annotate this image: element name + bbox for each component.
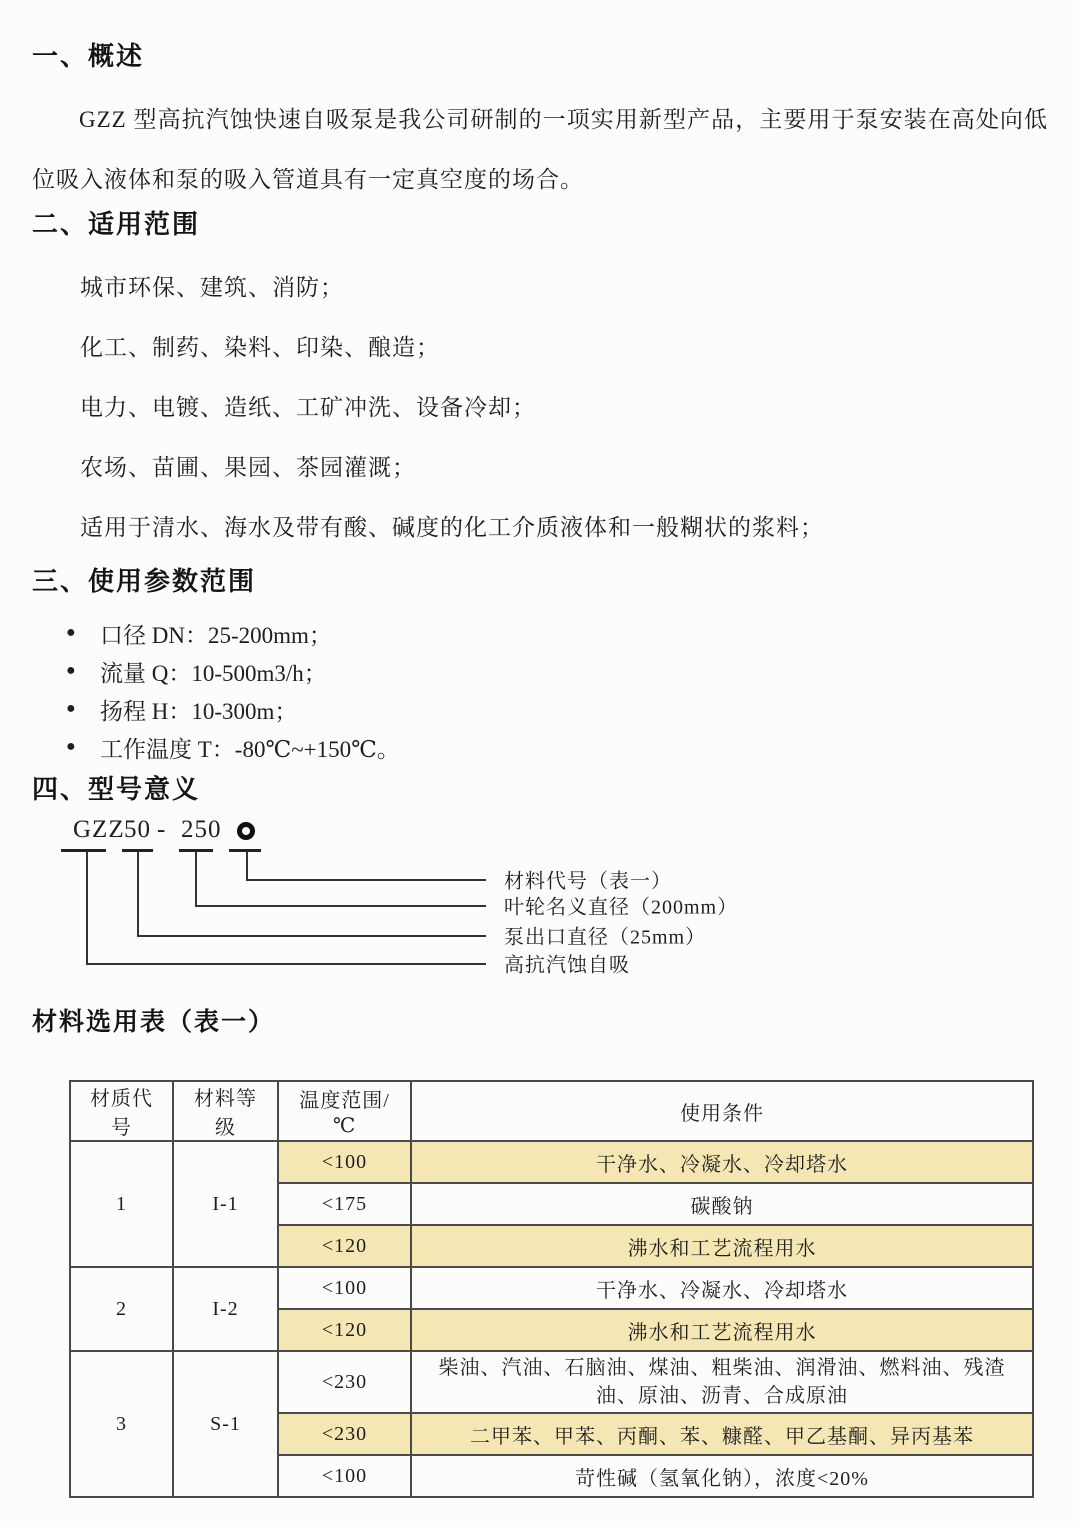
table-row <box>70 1267 1033 1309</box>
scope-item: 化工、制药、染料、印染、酿造； <box>80 335 440 360</box>
cell-usage: 碳酸钠 <box>411 1183 1033 1225</box>
scope-item: 农场、苗圃、果园、茶园灌溉； <box>80 455 416 480</box>
model-code-impeller: 250 <box>181 816 222 843</box>
connector-line <box>86 851 88 963</box>
material-selection-table <box>69 1080 1034 1498</box>
table-row <box>70 1141 1033 1183</box>
parameter-item <box>66 652 400 690</box>
parameter-text: 扬程 H：10-300m； <box>100 698 298 724</box>
connector-line <box>195 851 197 905</box>
section-heading-overview: 一、概述 <box>32 41 145 71</box>
connector-line <box>246 879 486 881</box>
model-label-outlet-diameter: 泵出口直径（25mm） <box>504 926 707 949</box>
connector-line <box>195 905 486 907</box>
cell-material-code: 1 <box>70 1141 173 1267</box>
cell-material-code: 3 <box>70 1351 173 1497</box>
model-label-material-code: 材料代号（表一） <box>504 870 672 893</box>
parameter-item <box>66 728 400 766</box>
parameter-list <box>66 614 400 766</box>
underline <box>229 849 261 852</box>
cell-temp: <230 <box>278 1413 411 1455</box>
model-label-impeller-diameter: 叶轮名义直径（200mm） <box>504 896 739 919</box>
parameter-text: 流量 Q：10-500m3/h； <box>100 660 327 686</box>
bullet-icon: ● <box>66 662 76 679</box>
connector-line <box>137 935 486 937</box>
header-material-grade: 材料等级 <box>173 1081 278 1141</box>
scope-item: 适用于清水、海水及带有酸、碱度的化工介质液体和一般糊状的浆料； <box>80 515 824 540</box>
cell-temp: <100 <box>278 1141 411 1183</box>
cell-usage: 柴油、汽油、石脑油、煤油、粗柴油、润滑油、燃料油、残渣油、原油、沥青、合成原油 <box>411 1351 1033 1413</box>
cell-material-grade: I-2 <box>173 1267 278 1351</box>
cell-temp: <120 <box>278 1225 411 1267</box>
cell-temp: <100 <box>278 1267 411 1309</box>
cell-temp: <175 <box>278 1183 411 1225</box>
table-row <box>70 1351 1033 1413</box>
scope-item: 电力、电镀、造纸、工矿冲洗、设备冷却； <box>80 395 536 420</box>
cell-usage: 苛性碱（氢氧化钠），浓度<20% <box>411 1455 1033 1497</box>
connector-line <box>86 963 486 965</box>
scope-item: 城市环保、建筑、消防； <box>80 275 344 300</box>
section-heading-parameters: 三、使用参数范围 <box>32 566 257 596</box>
model-code-dash: - <box>157 816 167 843</box>
overview-paragraph: GZZ 型高抗汽蚀快速自吸泵是我公司研制的一项实用新型产品，主要用于泵安装在高处向低位吸入液体和泵的吸入管道具有一定真空度的场合。 <box>32 107 1048 192</box>
underline <box>61 849 106 852</box>
cell-material-code: 2 <box>70 1267 173 1351</box>
header-material-code: 材质代号 <box>70 1081 173 1141</box>
connector-line <box>246 851 248 879</box>
header-temp-range: 温度范围/℃ <box>278 1081 411 1141</box>
model-code-diagram <box>32 815 1046 1010</box>
section-heading-model: 四、型号意义 <box>32 774 201 804</box>
scope-list <box>80 258 824 558</box>
cell-temp: <120 <box>278 1309 411 1351</box>
header-usage: 使用条件 <box>411 1081 1033 1141</box>
table-header-row <box>70 1081 1033 1141</box>
parameter-item <box>66 690 400 728</box>
cell-usage: 干净水、冷凝水、冷却塔水 <box>411 1267 1033 1309</box>
table-title: 材料选用表（表一） <box>32 1008 276 1036</box>
cell-usage: 干净水、冷凝水、冷却塔水 <box>411 1141 1033 1183</box>
cell-usage: 沸水和工艺流程用水 <box>411 1225 1033 1267</box>
cell-temp: <230 <box>278 1351 411 1413</box>
cell-material-grade: S-1 <box>173 1351 278 1497</box>
model-label-pump-type: 高抗汽蚀自吸 <box>504 954 630 977</box>
parameter-text: 工作温度 T：-80℃~+150℃。 <box>100 736 400 762</box>
model-code-prefix: GZZ <box>73 816 125 843</box>
material-code-ring-icon <box>237 822 255 840</box>
cell-usage: 沸水和工艺流程用水 <box>411 1309 1033 1351</box>
connector-line <box>137 851 139 935</box>
cell-usage: 二甲苯、甲苯、丙酮、苯、糠醛、甲乙基酮、异丙基苯 <box>411 1413 1033 1455</box>
cell-temp: <100 <box>278 1455 411 1497</box>
parameter-item <box>66 614 400 652</box>
parameter-text: 口径 DN：25-200mm； <box>100 622 332 648</box>
bullet-icon: ● <box>66 738 76 755</box>
bullet-icon: ● <box>66 700 76 717</box>
cell-material-grade: I-1 <box>173 1141 278 1267</box>
bullet-icon: ● <box>66 624 76 641</box>
section-heading-scope: 二、适用范围 <box>32 209 201 239</box>
model-code-outlet: 50 <box>124 816 151 843</box>
